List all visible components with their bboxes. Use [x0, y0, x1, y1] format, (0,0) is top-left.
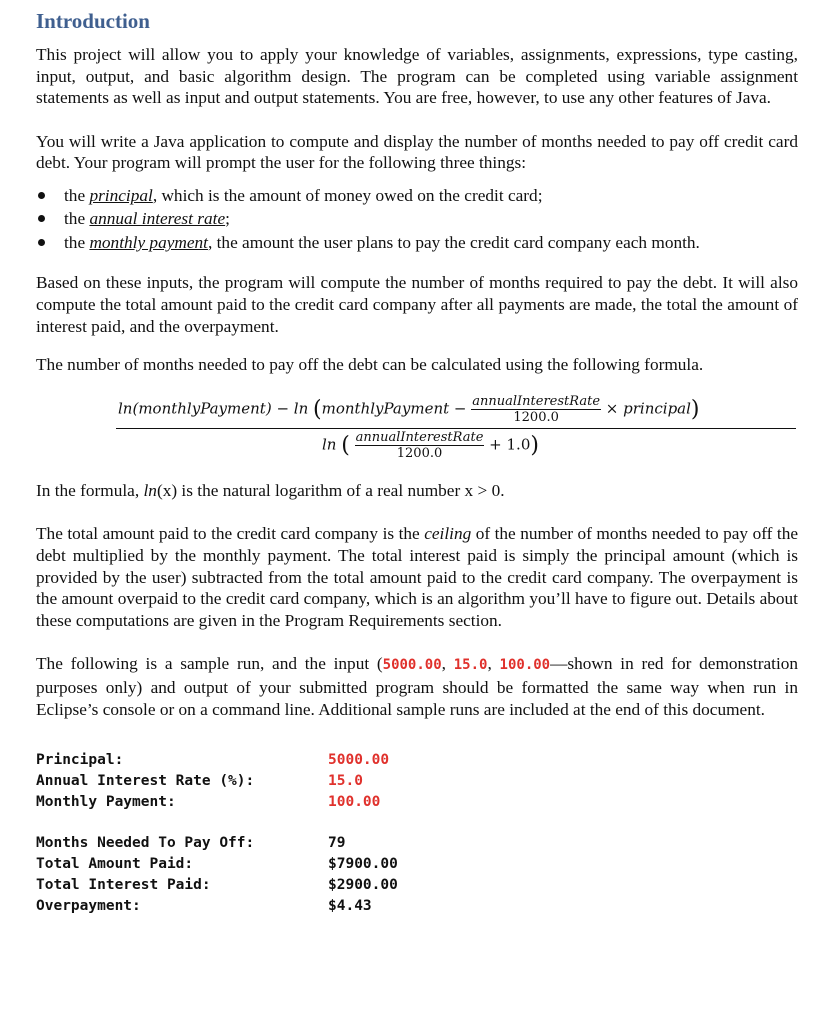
rate-fraction: annualInterestRate 1200.0 — [472, 393, 601, 425]
rate-fraction: annualInterestRate 1200.0 — [355, 429, 484, 461]
formula-numerator: ln(monthlyPayment) − ln (monthlyPayment − annualInterestRate 1200.0 × principal) — [118, 393, 700, 425]
totals-paragraph: The total amount paid to the credit card company is the ceiling of the number of months needed to pay off the debt multiplied by the monthly payment. The total interest paid is simply the principal amount (which is provided by the user) subtracted from the total amount paid to the credit card company. The overpayment is the amount overpaid to the credit card company, which is an algorithm you’ll have to figure out. Details about these computations are given in the Program Requirements section. — [36, 524, 799, 630]
input-list — [36, 184, 798, 255]
term-annual-interest-rate: annual interest rate — [89, 209, 226, 229]
sample-run-output — [36, 750, 798, 917]
list-item: the annual interest rate; — [36, 207, 798, 231]
term-principal: principal — [89, 185, 153, 205]
fraction-bar — [116, 428, 796, 429]
list-item: the principal, which is the amount of money owed on the credit card; — [36, 184, 798, 208]
section-heading: Introduction — [36, 9, 150, 33]
task-paragraph: You will write a Java application to compute and display the number of months needed to pay off credit card debt. Your program will prompt the user for the following three things: — [36, 131, 798, 173]
bullet-icon — [38, 239, 45, 246]
sample-run-paragraph: The following is a sample run, and the input (5000.00, 15.0, 100.00—shown in red for demonstration purposes only) and output of your submitted program should be formatted the same way when run in Eclipse’s console or on a command line. Additional sample runs are included at the end of this document. — [36, 654, 799, 719]
bullet-icon — [38, 192, 45, 199]
sample-input-row: Annual Interest Rate (%): 15.0 — [36, 773, 363, 790]
sample-output-row: Total Interest Paid: $2900.00 — [36, 877, 398, 894]
sample-output-row: Total Amount Paid: $7900.00 — [36, 856, 398, 873]
bullet-icon — [38, 215, 45, 222]
sample-output-row: Overpayment: $4.43 — [36, 898, 372, 915]
sample-output-row: Months Needed To Pay Off: 79 — [36, 835, 346, 852]
intro-paragraph: This project will allow you to apply your knowledge of variables, assignments, expressions, type casting, input, output, and basic algorithm design. The program can be completed using variable assignment statements as well as input and output statements. You are free, however, to use any other features of Java. — [36, 45, 798, 108]
ln-note: In the formula, ln(x) is the natural logarithm of a real number x > 0. — [36, 480, 505, 500]
list-item: the monthly payment, the amount the user plans to pay the credit card company each month. — [36, 231, 798, 255]
compute-paragraph: Based on these inputs, the program will compute the number of months required to pay the debt. It will also compute the total amount paid to the credit card company after all payments are made, the total the amount of interest paid, and the overpayment. — [36, 273, 798, 336]
sample-input-row: Principal: 5000.00 — [36, 752, 390, 769]
ceiling-term: ceiling — [424, 524, 472, 544]
document-page — [36, 8, 798, 917]
formula-denominator: ln ( annualInterestRate 1200.0 + 1.0) — [322, 429, 539, 461]
formula-intro: The number of months needed to pay off the debt can be calculated using the following formula. — [36, 355, 704, 375]
sample-input-row: Monthly Payment: 100.00 — [36, 794, 381, 811]
months-formula — [36, 384, 798, 462]
term-monthly-payment: monthly payment — [89, 232, 208, 252]
